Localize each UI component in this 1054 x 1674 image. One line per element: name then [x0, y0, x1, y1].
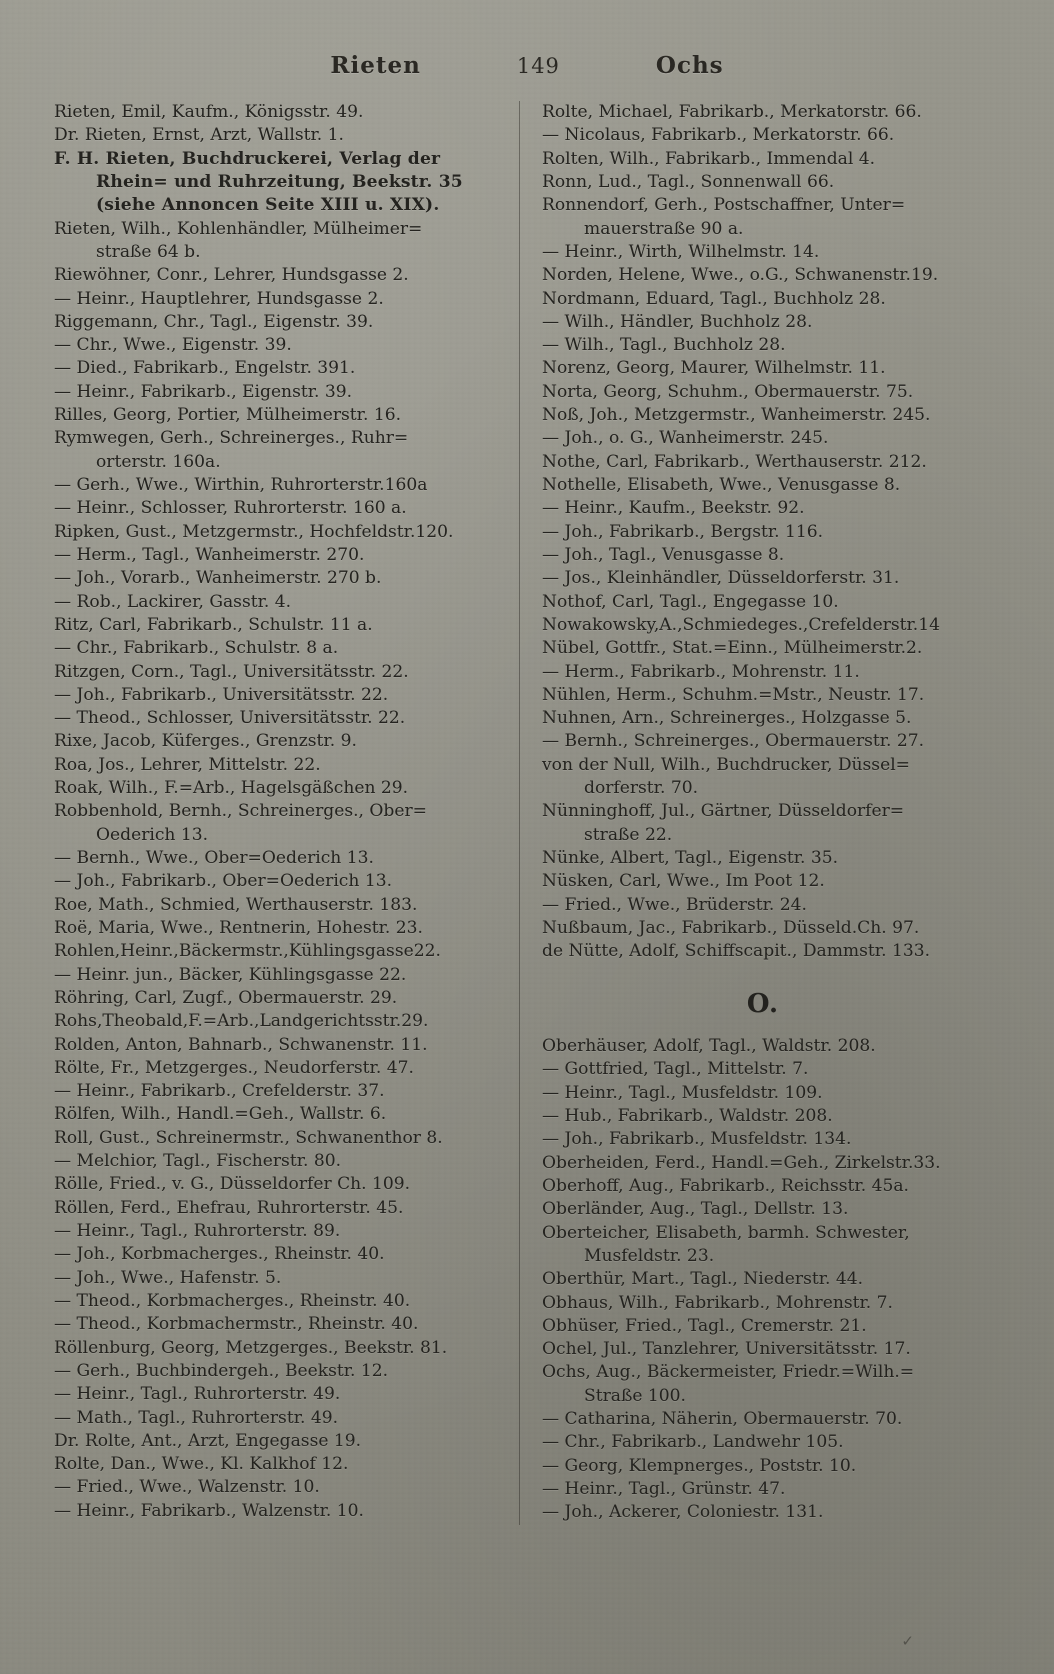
directory-entry: Nuhnen, Arn., Schreinerges., Holzgasse 5. [542, 708, 912, 729]
directory-entry: — Heinr., Schlosser, Ruhrorterstr. 160 a. [54, 498, 407, 519]
directory-entry: — Joh., Fabrikarb., Ober=Oederich 13. [54, 871, 393, 892]
directory-entry: Ripken, Gust., Metzgermstr., Hochfeldstr.120. [54, 521, 454, 542]
directory-entry: Musfeldstr. 23. [584, 1245, 715, 1266]
directory-entry: Oederich 13. [96, 824, 209, 845]
directory-entry: Ritzgen, Corn., Tagl., Universitätsstr. 22. [54, 661, 409, 682]
directory-entry: Roë, Maria, Wwe., Rentnerin, Hohestr. 23. [54, 917, 423, 938]
directory-entry: — Joh., Fabrikarb., Musfeldstr. 134. [542, 1129, 852, 1150]
directory-entry: — Chr., Fabrikarb., Schulstr. 8 a. [54, 638, 339, 659]
directory-entry: Rieten, Emil, Kaufm., Königsstr. 49. [54, 102, 364, 122]
directory-entry: — Died., Fabrikarb., Engelstr. 391. [54, 358, 356, 379]
directory-entry: Roa, Jos., Lehrer, Mittelstr. 22. [54, 754, 321, 775]
right-column [519, 101, 984, 1525]
directory-entry: Nünninghoff, Jul., Gärtner, Düsseldorfer= [542, 801, 905, 822]
directory-entry: Rolten, Wilh., Fabrikarb., Immendal 4. [542, 148, 876, 169]
directory-entry: Norden, Helene, Wwe., o.G., Schwanenstr.19. [542, 265, 939, 286]
directory-entry: Rolte, Dan., Wwe., Kl. Kalkhof 12. [54, 1454, 349, 1475]
directory-entry: — Melchior, Tagl., Fischerstr. 80. [54, 1151, 342, 1172]
page-header [54, 52, 1000, 79]
directory-entry: — Heinr., Fabrikarb., Crefelderstr. 37. [54, 1081, 385, 1102]
directory-entry: Rolte, Michael, Fabrikarb., Merkatorstr. 66. [542, 102, 922, 122]
directory-entry: mauerstraße 90 a. [584, 218, 744, 239]
directory-entry: F. H. Rieten, Buchdruckerei, Verlag der [54, 148, 441, 169]
directory-entry: — Heinr., Tagl., Musfeldstr. 109. [542, 1082, 823, 1103]
directory-entry: Straße 100. [584, 1385, 686, 1406]
directory-entry: — Bernh., Schreinerges., Obermauerstr. 27. [542, 731, 925, 752]
directory-entry: — Joh., Vorarb., Wanheimerstr. 270 b. [54, 568, 382, 589]
directory-entry: — Rob., Lackirer, Gasstr. 4. [54, 591, 292, 612]
directory-entry: — Heinr., Tagl., Ruhrorterstr. 49. [54, 1384, 341, 1405]
directory-entry: Nothelle, Elisabeth, Wwe., Venusgasse 8. [542, 475, 901, 495]
directory-entry: Nühlen, Herm., Schuhm.=Mstr., Neustr. 17. [542, 684, 925, 705]
directory-entry: — Gerh., Buchbindergeh., Beekstr. 12. [54, 1360, 389, 1381]
directory-entry: Oberteicher, Elisabeth, barmh. Schwester, [542, 1222, 910, 1243]
directory-entry: Obhüser, Fried., Tagl., Cremerstr. 21. [542, 1315, 867, 1336]
directory-entry: Ritz, Carl, Fabrikarb., Schulstr. 11 a. [54, 614, 373, 635]
directory-entry: — Joh., o. G., Wanheimerstr. 245. [542, 428, 829, 449]
directory-entry: — Heinr. jun., Bäcker, Kühlingsgasse 22. [54, 964, 407, 985]
directory-entry: Riewöhner, Conr., Lehrer, Hundsgasse 2. [54, 265, 409, 286]
directory-entry: Oberhäuser, Adolf, Tagl., Waldstr. 208. [542, 1036, 876, 1057]
directory-entry: Rohlen,Heinr.,Bäckermstr.,Kühlingsgasse22. [54, 941, 441, 962]
directory-entry: — Chr., Fabrikarb., Landwehr 105. [542, 1432, 844, 1453]
directory-entry: Roll, Gust., Schreinermstr., Schwanenthor 8. [54, 1127, 443, 1148]
directory-entry: — Nicolaus, Fabrikarb., Merkatorstr. 66. [542, 125, 895, 146]
directory-entry: Röllenburg, Georg, Metzgerges., Beekstr. 81. [54, 1337, 448, 1358]
running-head-right: Ochs [655, 52, 724, 79]
directory-entry: dorferstr. 70. [584, 778, 699, 799]
directory-entry: Nünke, Albert, Tagl., Eigenstr. 35. [542, 848, 839, 868]
directory-columns [54, 101, 1000, 1525]
directory-entry: — Georg, Klempnerges., Poststr. 10. [542, 1455, 857, 1476]
directory-entry: Dr. Rieten, Ernst, Arzt, Wallstr. 1. [54, 125, 344, 146]
directory-entry: — Theod., Korbmacherges., Rheinstr. 40. [54, 1290, 411, 1311]
directory-entry: Ochs, Aug., Bäckermeister, Friedr.=Wilh.= [542, 1362, 915, 1383]
directory-entry: — Math., Tagl., Ruhrorterstr. 49. [54, 1407, 339, 1428]
directory-entry: Ochel, Jul., Tanzlehrer, Universitätsstr. 17. [542, 1339, 911, 1360]
left-column [54, 101, 519, 1523]
directory-entry: Rolden, Anton, Bahnarb., Schwanenstr. 11. [54, 1034, 428, 1055]
directory-entry: Rieten, Wilh., Kohlenhändler, Mülheimer= [54, 218, 423, 239]
directory-entry: Nothe, Carl, Fabrikarb., Werthauserstr. 212. [542, 451, 927, 472]
directory-entry: — Heinr., Fabrikarb., Eigenstr. 39. [54, 381, 353, 402]
directory-entry: — Fried., Wwe., Brüderstr. 24. [542, 894, 807, 915]
directory-entry: Obhaus, Wilh., Fabrikarb., Mohrenstr. 7. [542, 1292, 893, 1313]
directory-entry: de Nütte, Adolf, Schiffscapit., Dammstr. 133. [542, 941, 931, 962]
directory-entry: Norta, Georg, Schuhm., Obermauerstr. 75. [542, 381, 914, 402]
directory-entry: — Theod., Schlosser, Universitätsstr. 22. [54, 708, 406, 729]
directory-entry: — Gerh., Wwe., Wirthin, Ruhrorterstr.160a [54, 475, 428, 495]
directory-entry: — Heinr., Wirth, Wilhelmstr. 14. [542, 241, 820, 262]
directory-entry: Ronnendorf, Gerh., Postschaffner, Unter= [542, 195, 906, 216]
directory-entry: Dr. Rolte, Ant., Arzt, Engegasse 19. [54, 1430, 362, 1451]
directory-entry: Rilles, Georg, Portier, Mülheimerstr. 16. [54, 405, 402, 426]
directory-entry: — Theod., Korbmachermstr., Rheinstr. 40. [54, 1314, 419, 1335]
directory-entry: Noß, Joh., Metzgermstr., Wanheimerstr. 245. [542, 405, 931, 426]
directory-entry: Riggemann, Chr., Tagl., Eigenstr. 39. [54, 311, 374, 332]
directory-entry: Nowakowsky,A.,Schmiedeges.,Crefelderstr.14 [542, 614, 940, 635]
directory-entry: Rölle, Fried., v. G., Düsseldorfer Ch. 109. [54, 1174, 411, 1195]
directory-entry: — Wilh., Händler, Buchholz 28. [542, 311, 813, 332]
directory-entry: — Gottfried, Tagl., Mittelstr. 7. [542, 1059, 809, 1080]
directory-entry: Nußbaum, Jac., Fabrikarb., Düsseld.Ch. 97. [542, 917, 920, 938]
directory-entry: straße 64 b. [96, 241, 201, 262]
letter-section-heading: O. [746, 989, 780, 1020]
directory-entry: — Joh., Tagl., Venusgasse 8. [542, 544, 785, 565]
directory-entry: — Joh., Fabrikarb., Bergstr. 116. [542, 521, 824, 542]
directory-entry: (siehe Annoncen Seite XIII u. XIX). [96, 195, 440, 216]
directory-entry: — Joh., Ackerer, Coloniestr. 131. [542, 1502, 824, 1523]
directory-entry: — Heinr., Kaufm., Beekstr. 92. [542, 498, 805, 519]
directory-entry: — Heinr., Hauptlehrer, Hundsgasse 2. [54, 288, 384, 309]
directory-entry: — Hub., Fabrikarb., Waldstr. 208. [542, 1106, 833, 1126]
running-head-left: Rieten [330, 52, 421, 79]
directory-entry: von der Null, Wilh., Buchdrucker, Düssel= [542, 754, 910, 775]
directory-entry: Robbenhold, Bernh., Schreinerges., Ober= [54, 801, 427, 822]
directory-entry: Rohs,Theobald,F.=Arb.,Landgerichtsstr.29. [54, 1011, 429, 1032]
directory-entry: Norenz, Georg, Maurer, Wilhelmstr. 11. [542, 358, 886, 379]
directory-entry: Röllen, Ferd., Ehefrau, Ruhrorterstr. 45. [54, 1197, 404, 1218]
directory-entry: Rölte, Fr., Metzgerges., Neudorferstr. 47. [54, 1057, 414, 1078]
directory-entry: Roe, Math., Schmied, Werthauserstr. 183. [54, 894, 418, 915]
directory-entry: Oberländer, Aug., Tagl., Dellstr. 13. [542, 1199, 849, 1220]
directory-entry: Nübel, Gottfr., Stat.=Einn., Mülheimerstr.2. [542, 638, 923, 659]
directory-entry: Rixe, Jacob, Küferges., Grenzstr. 9. [54, 731, 357, 752]
directory-entry: — Chr., Wwe., Eigenstr. 39. [54, 335, 292, 356]
directory-entry: straße 22. [584, 824, 673, 845]
directory-entry: — Heinr., Tagl., Grünstr. 47. [542, 1479, 786, 1499]
directory-entry: orterstr. 160a. [96, 451, 221, 472]
directory-entry: Nothof, Carl, Tagl., Engegasse 10. [542, 591, 839, 612]
directory-entry: Roak, Wilh., F.=Arb., Hagelsgäßchen 29. [54, 778, 409, 799]
directory-entry: — Joh., Fabrikarb., Universitätsstr. 22. [54, 684, 389, 705]
directory-entry: Röhring, Carl, Zugf., Obermauerstr. 29. [54, 987, 398, 1008]
directory-entry: Rymwegen, Gerh., Schreinerges., Ruhr= [54, 428, 409, 449]
directory-entry: Ronn, Lud., Tagl., Sonnenwall 66. [542, 171, 835, 192]
directory-entry: Nüsken, Carl, Wwe., Im Poot 12. [542, 871, 825, 892]
directory-entry: — Joh., Wwe., Hafenstr. 5. [54, 1267, 282, 1288]
directory-entry: Nordmann, Eduard, Tagl., Buchholz 28. [542, 288, 886, 309]
directory-entry: — Fried., Wwe., Walzenstr. 10. [54, 1477, 320, 1498]
directory-entry: Oberheiden, Ferd., Handl.=Geh., Zirkelstr.33. [542, 1152, 941, 1173]
directory-entry: — Herm., Tagl., Wanheimerstr. 270. [54, 544, 365, 565]
directory-entry: Oberhoff, Aug., Fabrikarb., Reichsstr. 45a. [542, 1175, 909, 1196]
directory-entry: — Wilh., Tagl., Buchholz 28. [542, 335, 786, 356]
directory-entry: — Catharina, Näherin, Obermauerstr. 70. [542, 1409, 903, 1430]
page-number: 149 [516, 54, 560, 78]
directory-entry: Oberthür, Mart., Tagl., Niederstr. 44. [542, 1269, 864, 1290]
directory-entry: — Heinr., Fabrikarb., Walzenstr. 10. [54, 1500, 364, 1521]
directory-entry: Rölfen, Wilh., Handl.=Geh., Wallstr. 6. [54, 1104, 387, 1125]
directory-entry: — Bernh., Wwe., Ober=Oederich 13. [54, 848, 374, 868]
directory-entry: — Heinr., Tagl., Ruhrorterstr. 89. [54, 1221, 341, 1241]
directory-entry: — Joh., Korbmacherges., Rheinstr. 40. [54, 1244, 385, 1265]
directory-entry: — Herm., Fabrikarb., Mohrenstr. 11. [542, 661, 860, 682]
directory-entry: — Jos., Kleinhändler, Düsseldorferstr. 31. [542, 568, 900, 589]
page-foot-mark: ✓ [901, 1632, 914, 1650]
directory-entry: Rhein= und Ruhrzeitung, Beekstr. 35 [96, 171, 463, 192]
